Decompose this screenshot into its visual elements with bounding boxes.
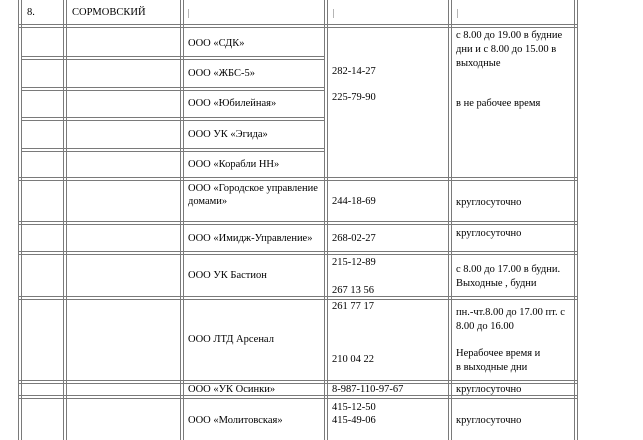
grid-hline <box>21 151 325 152</box>
org-name: ООО «Корабли НН» <box>188 159 280 170</box>
cell-marker <box>457 9 458 18</box>
working-hours: в выходные дни <box>456 362 528 373</box>
working-hours: круглосуточно <box>456 197 522 208</box>
working-hours: с 8.00 до 19.00 в будние <box>456 30 563 41</box>
grid-vline <box>180 0 181 440</box>
working-hours: Нерабочее время и <box>456 348 541 359</box>
grid-hline <box>21 117 325 118</box>
org-name: ООО «Молитовская» <box>188 415 283 426</box>
grid-hline <box>21 59 325 60</box>
working-hours: круглосуточно <box>456 384 522 395</box>
org-name: ООО УК Бастион <box>188 270 267 281</box>
phone-number: 210 04 22 <box>332 354 374 365</box>
org-name: ООО «Городское управление <box>188 183 318 194</box>
phone-number: 267 13 56 <box>332 285 374 296</box>
grid-vline <box>574 0 575 440</box>
grid-hline <box>18 224 578 225</box>
working-hours: круглосуточно <box>456 415 522 426</box>
grid-vline <box>183 0 184 440</box>
grid-hline <box>18 177 578 178</box>
grid-hline <box>18 180 578 181</box>
grid-hline <box>18 299 578 300</box>
working-hours: дни и с 8.00 до 15.00 в <box>456 44 557 55</box>
grid-vline <box>451 0 452 440</box>
phone-number: 268-02-27 <box>332 233 376 244</box>
org-name: ООО «СДК» <box>188 38 245 49</box>
grid-vline <box>18 0 19 440</box>
grid-hline <box>21 148 325 149</box>
working-hours: круглосуточно <box>456 228 522 239</box>
grid-vline <box>577 0 578 440</box>
grid-hline <box>21 90 325 91</box>
phone-number: 415-12-50 <box>332 402 376 413</box>
cell-marker <box>188 9 189 18</box>
phone-number: 225-79-90 <box>332 92 376 103</box>
working-hours: пн.-чт.8.00 до 17.00 пт. с <box>456 307 565 318</box>
grid-hline <box>18 254 578 255</box>
grid-hline <box>18 380 578 381</box>
grid-hline <box>18 221 578 222</box>
grid-vline <box>327 0 328 440</box>
grid-hline <box>18 24 578 25</box>
grid-vline <box>66 0 67 440</box>
phone-number: 282-14-27 <box>332 66 376 77</box>
org-name: ООО «Юбилейная» <box>188 98 277 109</box>
grid-hline <box>18 296 578 297</box>
org-name: ООО УК «Эгида» <box>188 129 268 140</box>
grid-hline <box>21 120 325 121</box>
grid-hline <box>18 251 578 252</box>
org-name: ООО ЛТД Арсенал <box>188 334 274 345</box>
phone-number: 261 77 17 <box>332 301 374 312</box>
phone-number: 415-49-06 <box>332 415 376 426</box>
grid-hline <box>21 87 325 88</box>
working-hours: Выходные , будни <box>456 278 537 289</box>
grid-hline <box>21 56 325 57</box>
district-name: СОРМОВСКИЙ <box>72 7 146 18</box>
grid-vline <box>448 0 449 440</box>
grid-vline <box>21 0 22 440</box>
phone-number: 8-987-110-97-67 <box>332 384 404 395</box>
grid-vline <box>324 0 325 440</box>
district-number: 8. <box>27 7 35 18</box>
org-name: ООО «ЖБС-5» <box>188 68 255 79</box>
working-hours: с 8.00 до 17.00 в будни. <box>456 264 561 275</box>
phone-number: 244-18-69 <box>332 196 376 207</box>
grid-hline <box>18 27 578 28</box>
grid-hline <box>18 398 578 399</box>
phone-number: 215-12-89 <box>332 257 376 268</box>
cell-marker <box>333 9 334 18</box>
working-hours: выходные <box>456 58 501 69</box>
org-name: домами» <box>188 196 228 207</box>
org-name: ООО «Имидж-Управление» <box>188 233 313 244</box>
org-name: ООО «УК Осинки» <box>188 384 276 395</box>
grid-vline <box>63 0 64 440</box>
working-hours: в не рабочее время <box>456 98 541 109</box>
working-hours: 8.00 до 16.00 <box>456 321 514 332</box>
